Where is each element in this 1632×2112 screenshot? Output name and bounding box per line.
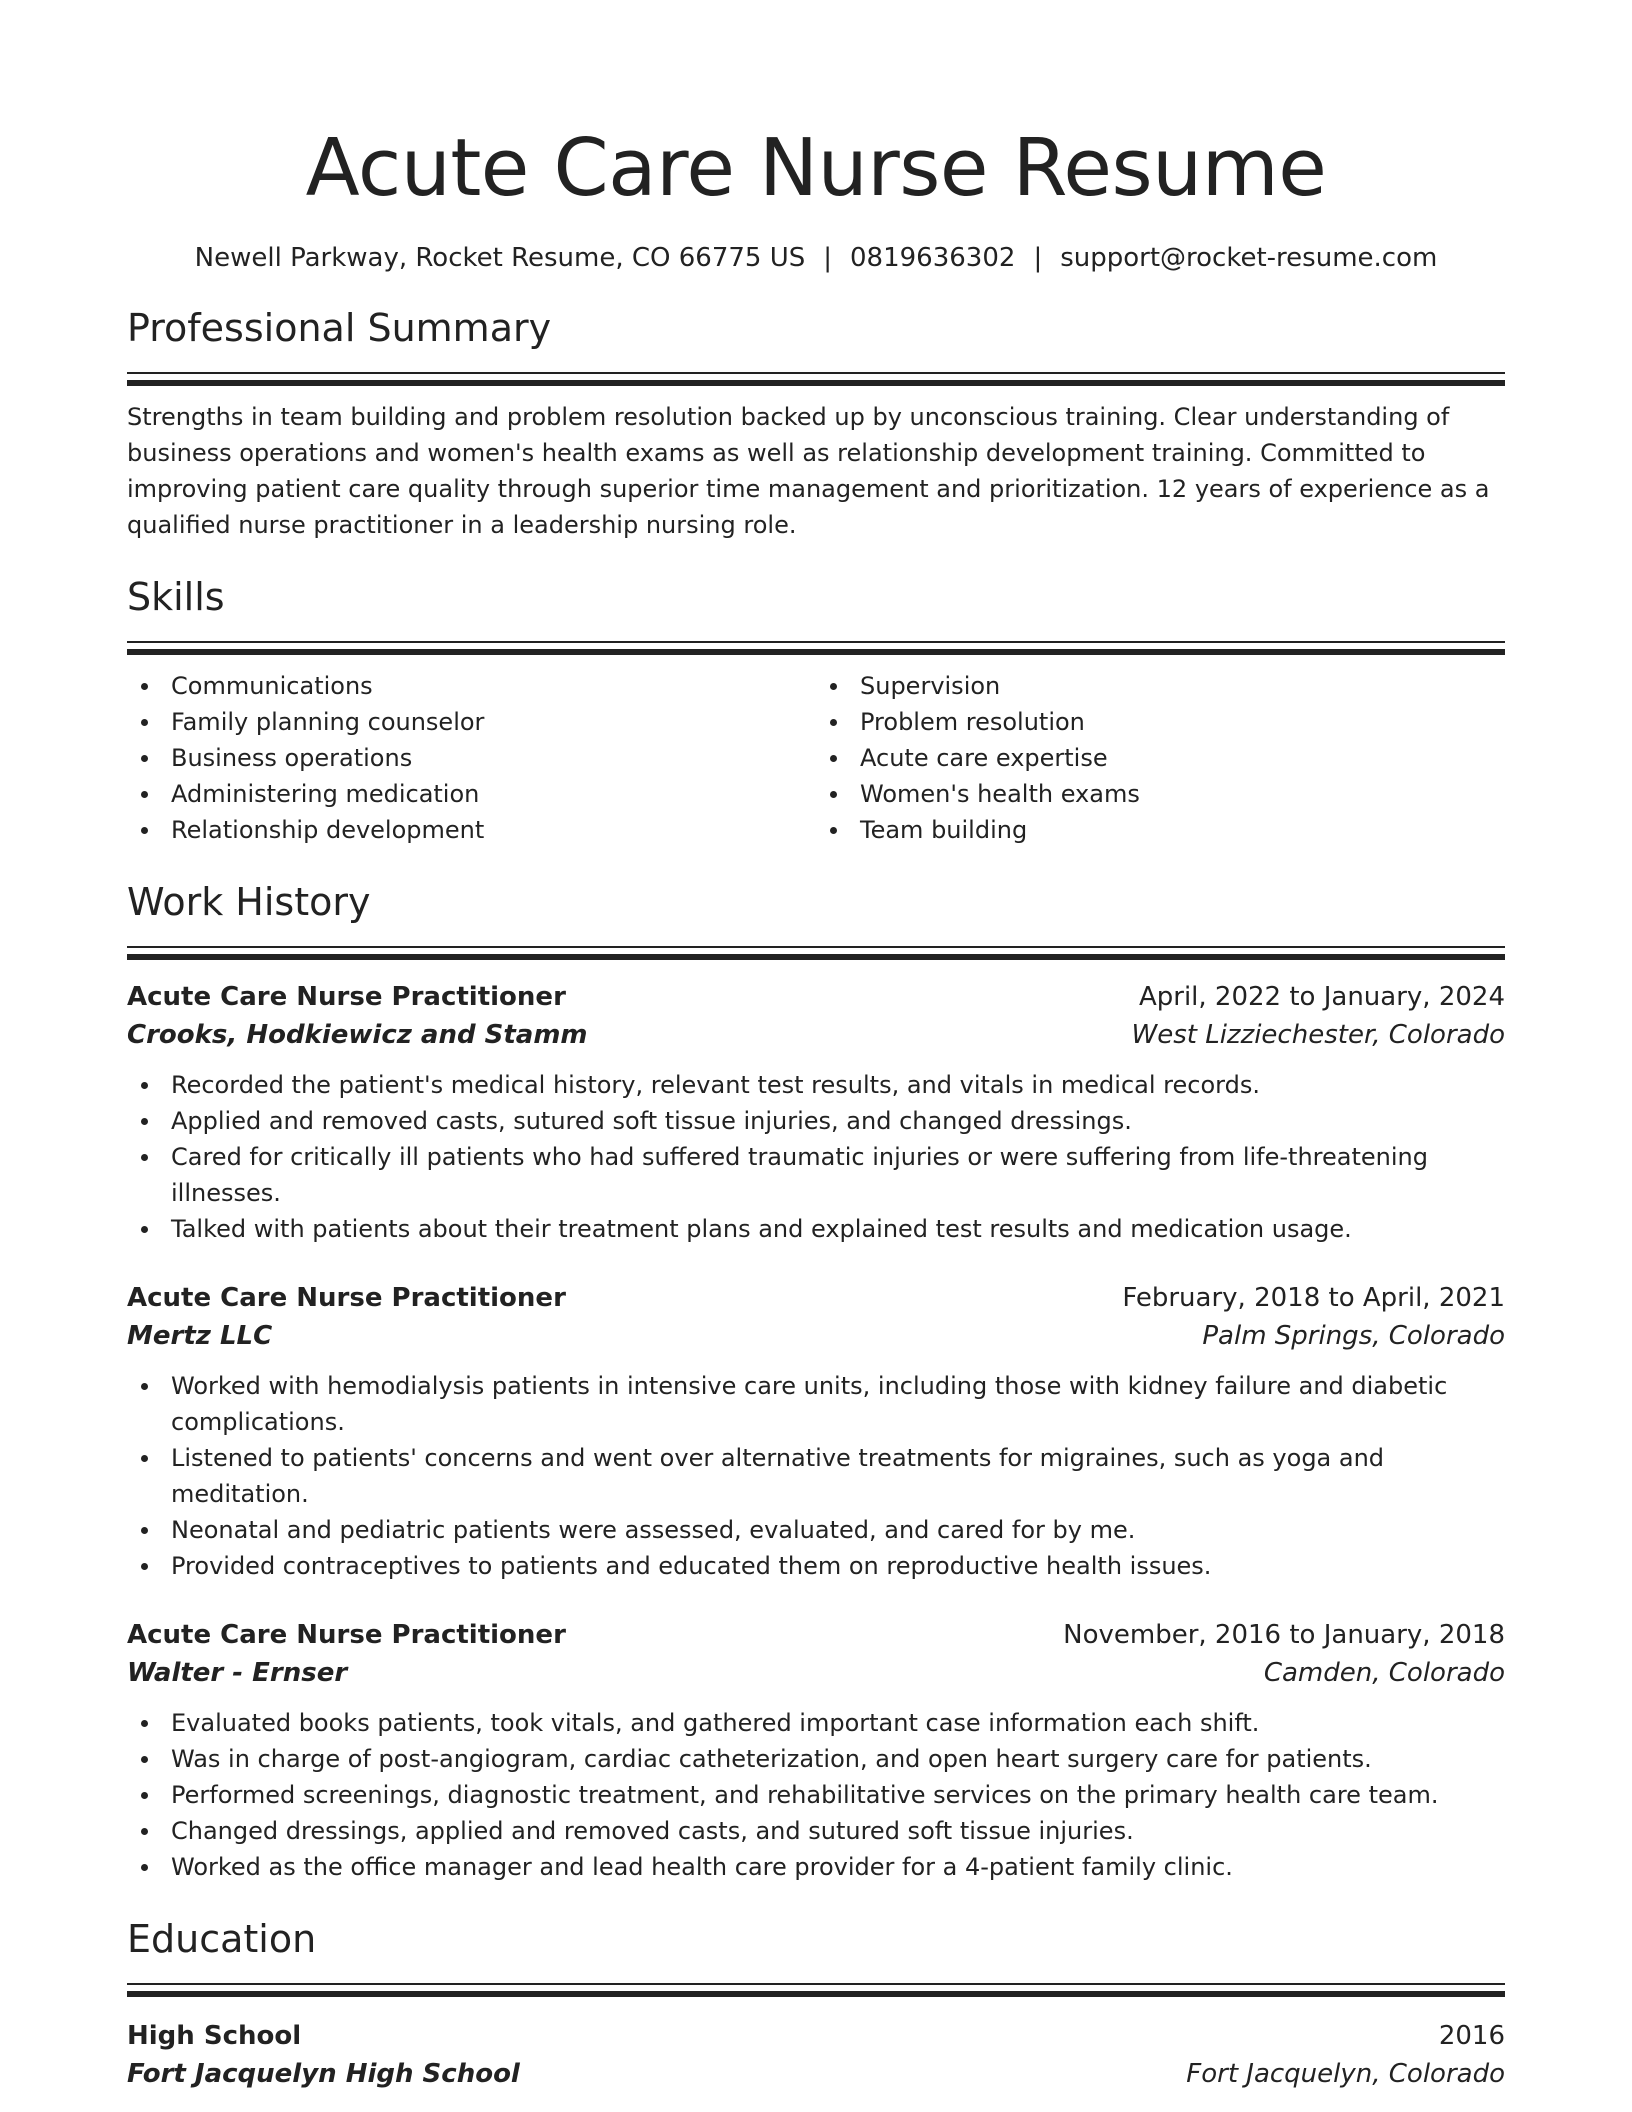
skill-item: Relationship development	[127, 812, 816, 848]
job-bullet: Worked with hemodialysis patients in intensive care units, including those with kidney failure and diabetic complications.	[127, 1368, 1505, 1440]
job-bullet: Worked as the office manager and lead health care provider for a 4-patient family clinic.	[127, 1849, 1505, 1885]
summary-text: Strengths in team building and problem resolution backed up by unconscious training. Clear understanding of business operations and women's health exams as well as relationship development training. Committed to improving patient care quality through superior time management and prioritization. 12 years of experience as a qualified nurse practitioner in a leadership nursing role.	[127, 403, 1490, 539]
job-bullet: Listened to patients' concerns and went over alternative treatments for migraines, such as yoga and meditation.	[127, 1440, 1505, 1512]
job-dates: February, 2018 to April, 2021	[1122, 1283, 1505, 1313]
job-subheader	[127, 1654, 1505, 1692]
job-bullet: Talked with patients about their treatment plans and explained test results and medication usage.	[127, 1211, 1505, 1247]
job-bullet: Applied and removed casts, sutured soft tissue injuries, and changed dressings.	[127, 1103, 1505, 1139]
skill-item: Administering medication	[127, 776, 816, 812]
contact-address: Newell Parkway, Rocket Resume, CO 66775 US	[194, 243, 806, 273]
job-bullet: Recorded the patient's medical history, relevant test results, and vitals in medical records.	[127, 1067, 1505, 1103]
skill-item: Acute care expertise	[816, 740, 1505, 776]
job-location: West Lizziechester, Colorado	[1131, 1020, 1505, 1050]
education-section	[127, 1915, 1505, 2093]
job-company: Mertz LLC	[127, 1321, 273, 1351]
resume-title: Acute Care Nurse Resume	[305, 122, 1327, 214]
section-title-summary: Professional Summary	[127, 306, 552, 350]
skill-item: Problem resolution	[816, 704, 1505, 740]
job-bullet: Provided contraceptives to patients and educated them on reproductive health issues.	[127, 1548, 1505, 1584]
education-header	[127, 2017, 1505, 2055]
section-title-education: Education	[127, 1917, 317, 1961]
job-bullet: Cared for critically ill patients who had suffered traumatic injuries or were suffering from life-threatening illnesses.	[127, 1139, 1505, 1211]
contact-separator: |	[1033, 243, 1043, 273]
skills-columns	[127, 668, 1505, 848]
education-year: 2016	[1438, 2021, 1505, 2051]
skills-list-right	[816, 668, 1505, 848]
job-bullets	[127, 1067, 1505, 1247]
education-degree: High School	[127, 2021, 302, 2051]
skill-item: Business operations	[127, 740, 816, 776]
job-entry	[127, 1616, 1505, 1885]
job-title: Acute Care Nurse Practitioner	[127, 1283, 566, 1313]
work-section	[127, 878, 1505, 1885]
job-bullet: Was in charge of post-angiogram, cardiac catheterization, and open heart surgery care for patients.	[127, 1741, 1505, 1777]
skills-section	[127, 573, 1505, 848]
job-bullets	[127, 1705, 1505, 1885]
job-entry	[127, 978, 1505, 1247]
skill-item: Supervision	[816, 668, 1505, 704]
section-divider	[127, 1983, 1505, 1997]
job-subheader	[127, 1317, 1505, 1355]
job-entry	[127, 1279, 1505, 1584]
job-title: Acute Care Nurse Practitioner	[127, 982, 566, 1012]
contact-line	[127, 242, 1505, 274]
section-divider	[127, 641, 1505, 655]
job-bullet: Performed screenings, diagnostic treatment, and rehabilitative services on the primary health care team.	[127, 1777, 1505, 1813]
education-location: Fort Jacquelyn, Colorado	[1186, 2059, 1505, 2089]
skill-item: Team building	[816, 812, 1505, 848]
skill-item: Family planning counselor	[127, 704, 816, 740]
skill-item: Women's health exams	[816, 776, 1505, 812]
contact-phone: 0819636302	[850, 243, 1016, 273]
job-subheader	[127, 1016, 1505, 1054]
job-bullet: Changed dressings, applied and removed casts, and sutured soft tissue injuries.	[127, 1813, 1505, 1849]
job-company: Crooks, Hodkiewicz and Stamm	[127, 1020, 588, 1050]
section-divider	[127, 372, 1505, 386]
education-school: Fort Jacquelyn High School	[127, 2059, 520, 2089]
contact-separator: |	[823, 243, 833, 273]
section-title-work: Work History	[127, 880, 371, 924]
job-header	[127, 1279, 1505, 1317]
job-title: Acute Care Nurse Practitioner	[127, 1620, 566, 1650]
summary-section	[127, 304, 1505, 543]
skills-list-left	[127, 668, 816, 848]
education-entry	[127, 2017, 1505, 2093]
job-header	[127, 1616, 1505, 1654]
job-bullet: Evaluated books patients, took vitals, and gathered important case information each shift.	[127, 1705, 1505, 1741]
job-bullet: Neonatal and pediatric patients were assessed, evaluated, and cared for by me.	[127, 1512, 1505, 1548]
section-divider	[127, 946, 1505, 960]
job-bullets	[127, 1368, 1505, 1584]
skill-item: Communications	[127, 668, 816, 704]
job-dates: November, 2016 to January, 2018	[1063, 1620, 1505, 1650]
education-subheader	[127, 2055, 1505, 2093]
job-header	[127, 978, 1505, 1016]
job-location: Palm Springs, Colorado	[1202, 1321, 1505, 1351]
job-dates: April, 2022 to January, 2024	[1138, 982, 1505, 1012]
job-location: Camden, Colorado	[1263, 1658, 1505, 1688]
job-company: Walter - Ernser	[127, 1658, 348, 1688]
section-title-skills: Skills	[127, 575, 225, 619]
contact-email: support@rocket-resume.com	[1060, 243, 1438, 273]
